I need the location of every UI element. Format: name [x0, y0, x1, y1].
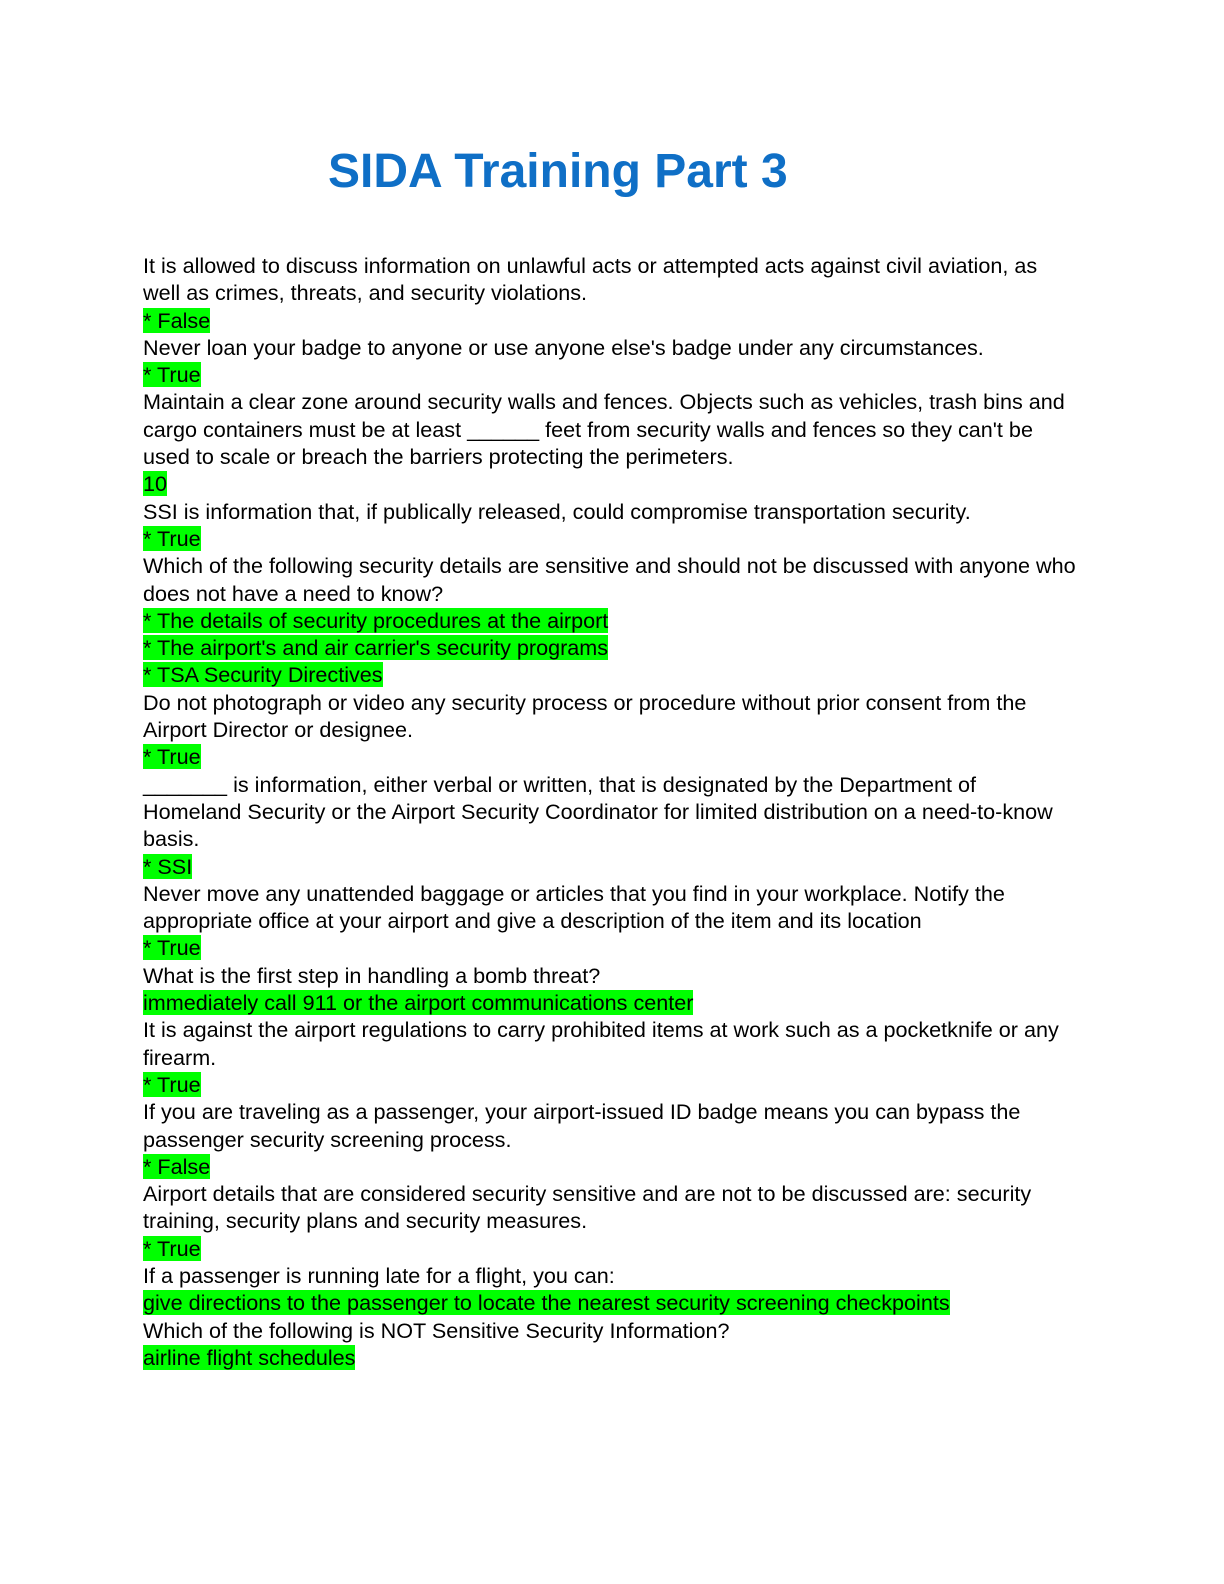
answer-text — [143, 470, 1078, 497]
highlighted-answer: * True — [143, 1235, 201, 1261]
question-text: It is against the airport regulations to carry prohibited items at work such as a pocketknife or any firearm. — [143, 1017, 1059, 1070]
answer-text — [143, 853, 1078, 880]
question-text: Which of the following is NOT Sensitive Security Information? — [143, 1317, 730, 1343]
answer-text — [143, 307, 1078, 334]
qa-item — [143, 1016, 1078, 1098]
answer-text — [143, 1289, 1078, 1316]
question-text: If a passenger is running late for a flight, you can: — [143, 1262, 615, 1288]
qa-item — [143, 1098, 1078, 1180]
question-text: SSI is information that, if publically released, could compromise transportation security. — [143, 498, 971, 524]
answer-text — [143, 361, 1078, 388]
question-text: What is the first step in handling a bomb threat? — [143, 962, 601, 988]
highlighted-answer: * True — [143, 935, 201, 961]
question-text: _______ is information, either verbal or written, that is designated by the Department of Homeland Security or the Airport Security Coordinator for limited distribution on a need-to-know basis. — [143, 771, 1053, 852]
highlighted-answer: * False — [143, 1153, 211, 1179]
highlighted-answer: airline flight schedules — [143, 1344, 356, 1370]
answer-text — [143, 1235, 1078, 1262]
answer-text — [143, 934, 1078, 961]
question-text: Do not photograph or video any security process or procedure without prior consent from the Airport Director or designee. — [143, 689, 1027, 743]
highlighted-answer: * The airport's and air carrier's security programs — [143, 635, 609, 661]
qa-item — [143, 388, 1078, 497]
qa-item — [143, 880, 1078, 962]
answer-text — [143, 743, 1078, 770]
qa-item — [143, 552, 1078, 688]
qa-item — [143, 1262, 1078, 1317]
answer-text — [143, 661, 1078, 688]
highlighted-answer: * The details of security procedures at the airport — [143, 607, 609, 633]
highlighted-answer: * True — [143, 744, 201, 770]
answer-text — [143, 1071, 1078, 1098]
qa-item — [143, 498, 1078, 553]
highlighted-answer: * True — [143, 362, 201, 388]
qa-item — [143, 1180, 1078, 1262]
qa-item — [143, 771, 1078, 880]
answer-text — [143, 607, 1078, 634]
answer-text — [143, 634, 1078, 661]
qa-item — [143, 252, 1078, 334]
question-text: Airport details that are considered security sensitive and are not to be discussed are: security training, security plans and security measures. — [143, 1181, 1032, 1234]
qa-list — [143, 252, 1078, 1371]
question-text: If you are traveling as a passenger, your airport-issued ID badge means you can bypass the passenger security screening process. — [143, 1099, 1021, 1152]
question-text: Never loan your badge to anyone or use anyone else's badge under any circumstances. — [143, 334, 984, 360]
question-text: Which of the following security details are sensitive and should not be discussed with anyone who does not have a need to know? — [143, 553, 1076, 606]
qa-item — [143, 689, 1078, 771]
page-title: SIDA Training Part 3 — [328, 145, 788, 198]
qa-item — [143, 1317, 1078, 1372]
answer-text — [143, 525, 1078, 552]
highlighted-answer: 10 — [143, 471, 168, 497]
highlighted-answer: immediately call 911 or the airport communications center — [143, 990, 694, 1016]
question-text: Never move any unattended baggage or articles that you find in your workplace. Notify the appropriate office at your airport and give a description of the item and its location — [143, 880, 1005, 934]
answer-text — [143, 989, 1078, 1016]
answer-text — [143, 1153, 1078, 1180]
answer-text — [143, 1344, 1078, 1371]
highlighted-answer: * False — [143, 307, 211, 333]
question-text: It is allowed to discuss information on unlawful acts or attempted acts against civil aviation, as well as crimes, threats, and security violations. — [143, 253, 1038, 306]
highlighted-answer: give directions to the passenger to locate the nearest security screening checkpoints — [143, 1290, 950, 1316]
highlighted-answer: * SSI — [143, 853, 193, 879]
highlighted-answer: * TSA Security Directives — [143, 662, 383, 688]
highlighted-answer: * True — [143, 1071, 201, 1097]
highlighted-answer: * True — [143, 525, 201, 551]
qa-item — [143, 334, 1078, 389]
question-text: Maintain a clear zone around security walls and fences. Objects such as vehicles, trash bins and cargo containers must be at least ______ feet from security walls and fences so they can't be used to scale or breach the barriers protecting the perimeters. — [143, 389, 1065, 470]
qa-item — [143, 962, 1078, 1017]
